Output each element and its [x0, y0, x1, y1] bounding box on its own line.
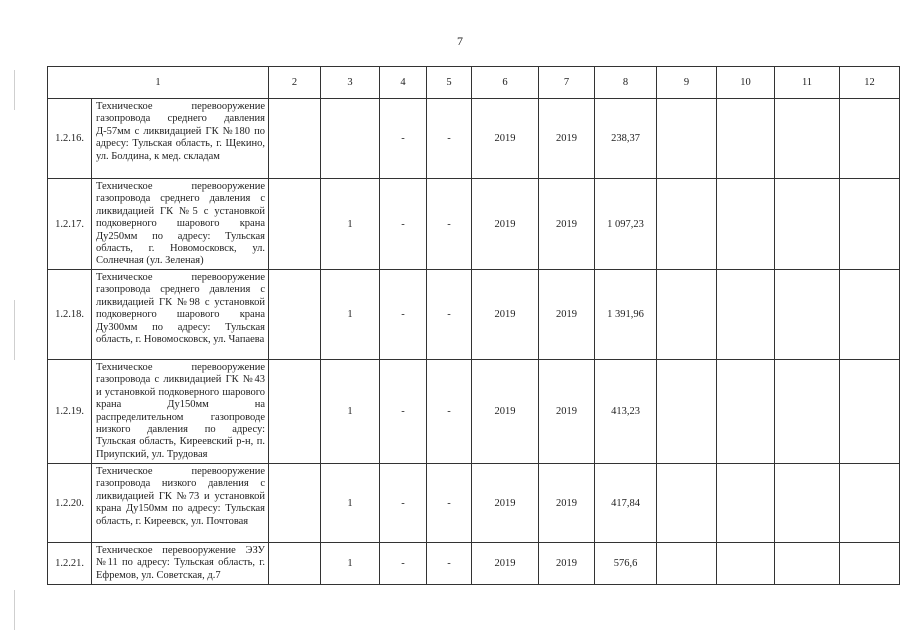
- table-row: [48, 179, 900, 270]
- table-cell: -: [380, 179, 427, 270]
- table-cell: -: [427, 270, 472, 360]
- scan-edge-mark: [14, 70, 15, 110]
- table-row: [48, 543, 900, 585]
- row-description: Техническое перевооружение газопровода с ликвидацией ГК №43 и установкой подковерного шарового крана Ду150мм на распределительном газопроводе низкого давления по адресу: Тульская область, Киреевский р-н, п. Приупский, ул. Трудовая: [96, 362, 265, 460]
- table-cell: [775, 360, 840, 464]
- table-cell: 2019: [472, 270, 539, 360]
- table-cell: [775, 179, 840, 270]
- row-description: Техническое перевооружение газопровода среднего давления с ликвидацией ГК №5 с установкой подковерного шарового крана Ду250мм по адресу: Тульская область, г. Новомосковск, ул. Солнечная (ул. Зеленая): [96, 181, 265, 267]
- row-number: 1.2.17.: [48, 179, 92, 270]
- row-description-cell: [92, 360, 269, 464]
- table-cell: 2019: [539, 99, 595, 179]
- table-cell: 1 391,96: [595, 270, 657, 360]
- table-cell: [840, 543, 900, 585]
- table-cell: [840, 270, 900, 360]
- table-cell: [269, 270, 321, 360]
- table-cell: [657, 360, 717, 464]
- table-cell: 1: [321, 270, 380, 360]
- data-table: [47, 66, 900, 585]
- column-header: 8: [595, 67, 657, 99]
- table-cell: [657, 270, 717, 360]
- row-description: Техническое перевооружение газопровода низкого давления с ликвидацией ГК №73 и установкой крана Ду150мм по адресу: Тульская область, г. Киреевск, ул. Почтовая: [96, 466, 265, 527]
- table-cell: 2019: [472, 360, 539, 464]
- scan-edge-mark: [14, 300, 15, 360]
- table-cell: 2019: [539, 270, 595, 360]
- table-cell: 2019: [472, 179, 539, 270]
- table-cell: -: [380, 360, 427, 464]
- table-cell: 2019: [472, 543, 539, 585]
- table-cell: -: [427, 464, 472, 543]
- table-cell: 2019: [539, 179, 595, 270]
- table-cell: 1: [321, 360, 380, 464]
- row-description-cell: [92, 270, 269, 360]
- table-cell: [775, 464, 840, 543]
- table-cell: [269, 543, 321, 585]
- table-cell: [840, 179, 900, 270]
- table-cell: -: [380, 464, 427, 543]
- table-cell: [717, 270, 775, 360]
- row-description-cell: [92, 179, 269, 270]
- page-number: 7: [457, 34, 463, 48]
- table-cell: [717, 360, 775, 464]
- table-cell: [321, 99, 380, 179]
- column-header: 5: [427, 67, 472, 99]
- table-cell: -: [427, 360, 472, 464]
- table-cell: [840, 360, 900, 464]
- table-cell: 1: [321, 543, 380, 585]
- table-cell: 2019: [539, 360, 595, 464]
- column-header: 2: [269, 67, 321, 99]
- table-row: [48, 464, 900, 543]
- row-description: Техническое перевооружение газопровода среднего давления Д-57мм с ликвидацией ГК №180 по адресу: Тульская область, г. Щекино, ул. Болдина, к мед. складам: [96, 101, 265, 162]
- table-cell: 1: [321, 179, 380, 270]
- row-description: Техническое перевооружение ЭЗУ №11 по адресу: Тульская область, г. Ефремов, ул. Советская, д.7: [96, 545, 265, 581]
- table-cell: [657, 179, 717, 270]
- table-cell: -: [427, 99, 472, 179]
- row-number: 1.2.20.: [48, 464, 92, 543]
- column-header: 4: [380, 67, 427, 99]
- scan-edge-mark: [14, 590, 15, 630]
- table-cell: [657, 99, 717, 179]
- table-cell: 2019: [472, 464, 539, 543]
- row-description: Техническое перевооружение газопровода среднего давления с ликвидацией ГК №98 с установкой подковерного шарового крана Ду300мм по адресу: Тульская область, г. Новомосковск, ул. Чапаева: [96, 272, 265, 346]
- column-header: 7: [539, 67, 595, 99]
- table-cell: 413,23: [595, 360, 657, 464]
- table-cell: [840, 464, 900, 543]
- table-cell: [657, 543, 717, 585]
- row-number: 1.2.21.: [48, 543, 92, 585]
- table-cell: 2019: [472, 99, 539, 179]
- table-cell: 238,37: [595, 99, 657, 179]
- row-number: 1.2.19.: [48, 360, 92, 464]
- table-cell: [657, 464, 717, 543]
- table-cell: -: [427, 543, 472, 585]
- table-cell: [775, 270, 840, 360]
- table-row: [48, 99, 900, 179]
- table-cell: -: [380, 99, 427, 179]
- table-cell: -: [380, 270, 427, 360]
- table-cell: -: [427, 179, 472, 270]
- table-cell: 576,6: [595, 543, 657, 585]
- row-description-cell: [92, 543, 269, 585]
- table-cell: [840, 99, 900, 179]
- table-cell: [269, 179, 321, 270]
- column-header: 11: [775, 67, 840, 99]
- table-cell: [717, 543, 775, 585]
- table-cell: [775, 99, 840, 179]
- row-number: 1.2.18.: [48, 270, 92, 360]
- table-row: [48, 270, 900, 360]
- table-row: [48, 360, 900, 464]
- column-header: 6: [472, 67, 539, 99]
- table-cell: 2019: [539, 543, 595, 585]
- table-cell: [775, 543, 840, 585]
- table-cell: [269, 360, 321, 464]
- column-header: 9: [657, 67, 717, 99]
- table-cell: [717, 179, 775, 270]
- row-description-cell: [92, 99, 269, 179]
- table-cell: 1: [321, 464, 380, 543]
- column-header: 12: [840, 67, 900, 99]
- row-description-cell: [92, 464, 269, 543]
- table-cell: [717, 464, 775, 543]
- table-cell: 417,84: [595, 464, 657, 543]
- row-number: 1.2.16.: [48, 99, 92, 179]
- table-cell: [717, 99, 775, 179]
- column-header: 10: [717, 67, 775, 99]
- table-cell: 1 097,23: [595, 179, 657, 270]
- table-cell: [269, 99, 321, 179]
- column-header: 3: [321, 67, 380, 99]
- table-header-row: [48, 67, 900, 99]
- table-cell: -: [380, 543, 427, 585]
- column-header: 1: [48, 67, 269, 99]
- table-cell: [269, 464, 321, 543]
- table-cell: 2019: [539, 464, 595, 543]
